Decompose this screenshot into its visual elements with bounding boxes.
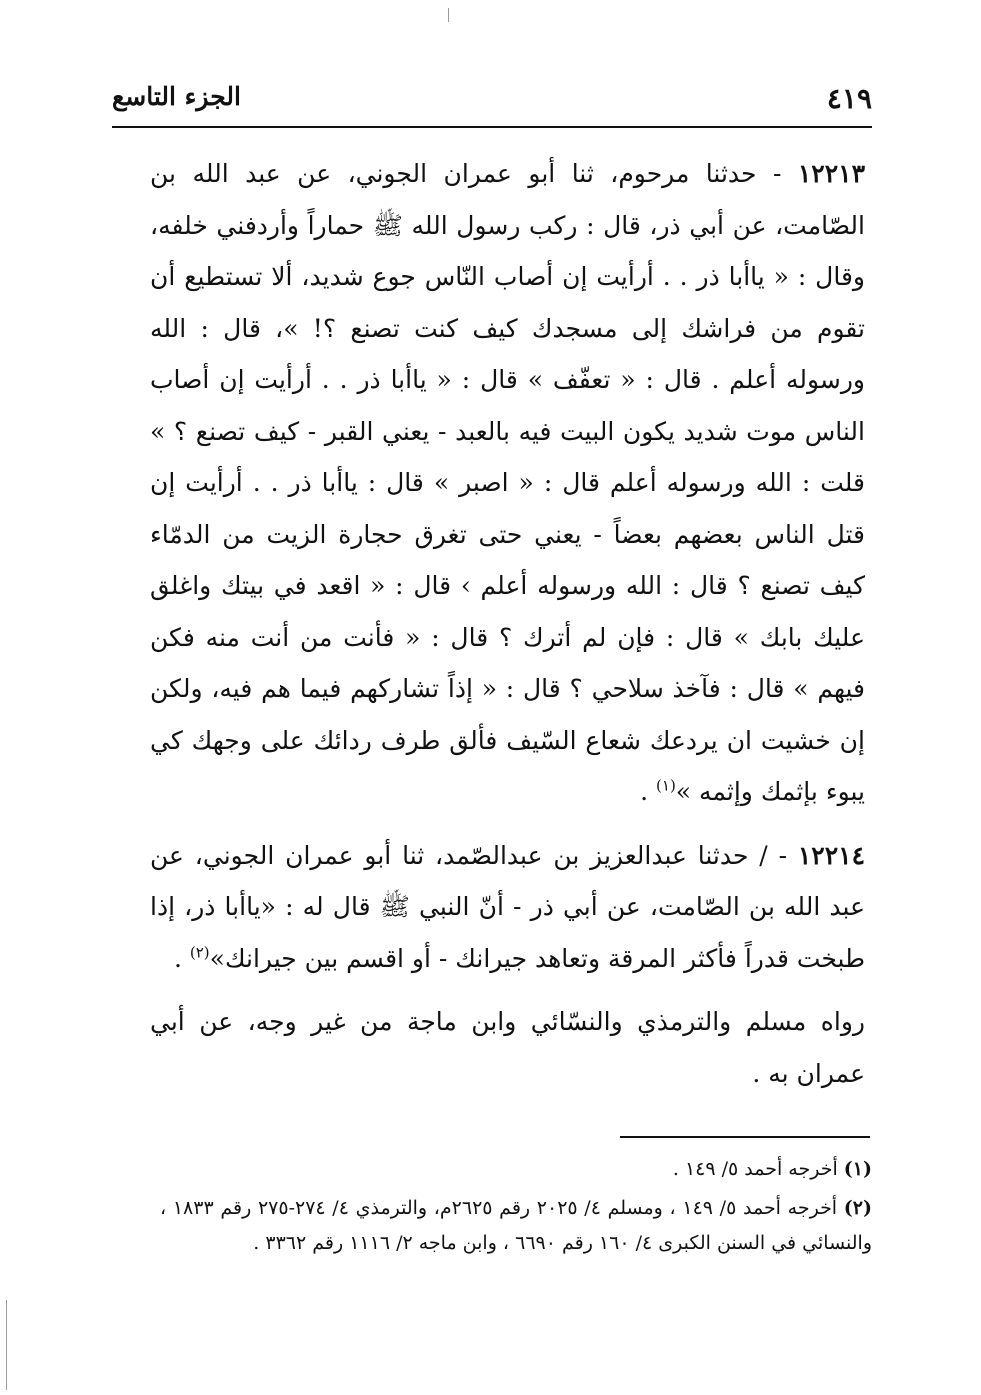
scan-artifact-tick	[448, 8, 449, 22]
footnote-number: (٢)	[843, 1197, 872, 1219]
hadith-number: ١٢٢١٣	[797, 159, 865, 188]
running-title: الجزء التاسع	[112, 82, 241, 111]
hadith-12213	[150, 148, 865, 818]
hadith-12214	[150, 830, 865, 985]
hadith-text: - حدثنا مرحوم، ثنا أبو عمران الجوني، عن عبد الله بن الصّامت، عن أبي ذر، قال : ركب رسول الله ﷺ حماراً وأردفني خلفه، وقال : « ياأبا ذر . . أرأيت إن أصاب النّاس جوع شديد، ألا تستطيع أن تقوم من فراشك إلى مسجدك كيف كنت تصنع ؟! »، قال : الله ورسوله أعلم . قال : « تعفّف » قال : « ياأبا ذر . . أرأيت إن أصاب الناس موت شديد يكون البيت فيه بالعبد - يعني القبر - كيف تصنع ؟ » قلت : الله ورسوله أعلم قال : « اصبر » قال : ياأبا ذر . . أرأيت إن قتل الناس بعضهم بعضاً - يعني حتى تغرق حجارة الزيت من الدمّاء كيف تصنع ؟ قال : الله ورسوله أعلم › قال : « اقعد في بيتك واغلق عليك بابك » قال : فإن لم أترك ؟ قال : « فأنت من أنت منه فكن فيهم » قال : فآخذ سلاحي ؟ قال : « إذاً تشاركهم فيما هم فيه، ولكن إن خشيت ان يردعك شعاع السّيف فألق طرف ردائك على وجهك كي يبوء بإثمك وإثمه »	[150, 159, 865, 806]
footnote-rule	[620, 1136, 870, 1138]
footnote-reference[interactable]: (٢)	[189, 943, 210, 962]
hadith-number: ١٢٢١٤	[797, 840, 865, 870]
closing-note: رواه مسلم والترمذي والنسّائي وابن ماجة من غير وجه، عن أبي عمران به .	[150, 1007, 865, 1088]
page-number: ٤١٩	[826, 82, 872, 115]
footnotes	[160, 1152, 872, 1261]
hadith-text: - / حدثنا عبدالعزيز بن عبدالصّمد، ثنا أبو عمران الجوني، عن عبد الله بن الصّامت، عن أبي ذر - أنّ النبي ﷺ قال له : «ياأبا ذر، إذا طبخت قدراً فأكثر المرقة وتعاهد جيرانك - أو اقسم بين جيرانك»	[150, 840, 865, 973]
page-header	[112, 72, 872, 116]
scan-artifact-edge	[6, 1300, 7, 1390]
footnote-reference[interactable]: (١)	[656, 776, 676, 795]
main-text	[150, 148, 865, 1099]
footnote-text: أخرجه أحمد ٥/ ١٤٩ ، ومسلم ٤/ ٢٠٢٥ رقم ٢٦٢٥م، والترمذي ٤/ ٢٧٤-٢٧٥ رقم ١٨٣٣ ، والنسائي في السنن الكبرى ٤/ ١٦٠ رقم ٦٦٩٠ ، وابن ماجه ٢/ ١١١٦ رقم ٣٣٦٢ .	[160, 1197, 872, 1254]
hadith-end: .	[640, 777, 657, 806]
footnote-text: أخرجه أحمد ٥/ ١٤٩ .	[672, 1158, 844, 1180]
header-rule	[112, 126, 872, 128]
footnote-1	[160, 1152, 872, 1187]
footnote-2	[160, 1191, 872, 1261]
hadith-end: .	[173, 943, 190, 973]
footnote-number: (١)	[843, 1158, 872, 1180]
